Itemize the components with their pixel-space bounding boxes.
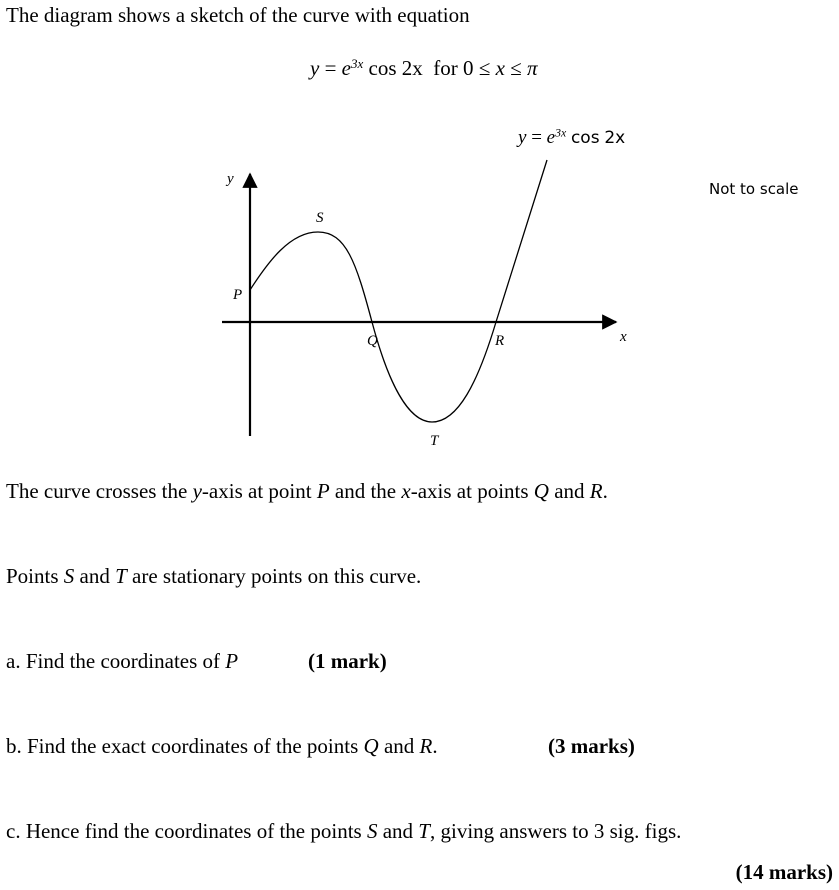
label-y-axis: y [227,171,234,187]
label-T: T [430,433,439,449]
question-b-text: b. Find the exact coordinates of the points [6,734,364,758]
crossing-text-3: and the [329,479,402,503]
not-to-scale-note: Not to scale [709,180,799,198]
crossing-R: R [589,479,603,503]
crossing-x: x [401,479,411,503]
question-b-R: R [419,734,433,758]
question-b [6,736,438,757]
eq-x: x [495,56,505,80]
curve-label-cos: cos [570,128,600,148]
label-x-axis: x [620,329,627,345]
curve-path [250,160,547,422]
question-b-marks: (3 marks) [548,734,635,758]
question-c-S: S [366,819,378,843]
curve-label-exponent: 3x [555,126,567,140]
question-c-T: T [418,819,430,843]
crossing-text-4: -axis at points [410,479,534,503]
question-c-text: c. Hence find the coordinates of the points [6,819,367,843]
eq-e: e [341,56,351,80]
eq-le-2: ≤ [510,56,522,80]
eq-pi: π [526,56,538,80]
eq-y: y [310,56,320,80]
crossing-text-6: . [602,479,608,503]
stationary-sentence [6,566,421,587]
question-a-P: P [225,649,239,673]
stationary-text-3: are stationary points on this curve. [126,564,422,588]
crossing-Q: Q [533,479,549,503]
question-c-rest: , giving answers to 3 sig. figs. [429,819,682,843]
stationary-text-1: Points [6,564,64,588]
question-b-and: and [378,734,420,758]
curve-label-equals: = [531,127,542,148]
curve-label-y: y [518,127,527,148]
question-b-Q: Q [363,734,379,758]
eq-for: for [433,56,458,80]
stationary-S: S [63,564,75,588]
crossing-text-5: and [548,479,590,503]
question-a-marks: (1 mark) [308,649,387,673]
eq-le-1: ≤ [478,56,491,80]
eq-equals: = [324,56,337,80]
eq-zero: 0 [463,56,474,80]
eq-cos: cos [368,56,397,80]
eq-exponent: 3x [351,55,364,71]
crossing-text-1: The curve crosses the [6,479,193,503]
question-c-and: and [377,819,419,843]
crossing-sentence [6,481,608,502]
intro-text: The diagram shows a sketch of the curve with equation [6,3,470,27]
question-b-end: . [432,734,438,758]
question-c [6,821,681,842]
crossing-y: y [192,479,202,503]
crossing-P: P [316,479,330,503]
question-a-text: a. Find the coordinates of [6,649,226,673]
label-Q: Q [367,333,378,349]
question-a [6,651,238,672]
label-R: R [495,333,505,349]
label-S: S [316,210,324,226]
question-c-marks: (14 marks) [735,860,833,884]
stationary-text-2: and [74,564,116,588]
crossing-text-2: -axis at point [201,479,317,503]
label-P: P [233,287,243,303]
curve-label-arg: 2x [604,128,626,148]
eq-arg: 2x [401,56,423,80]
stationary-T: T [115,564,127,588]
curve-label-e: e [546,127,556,148]
